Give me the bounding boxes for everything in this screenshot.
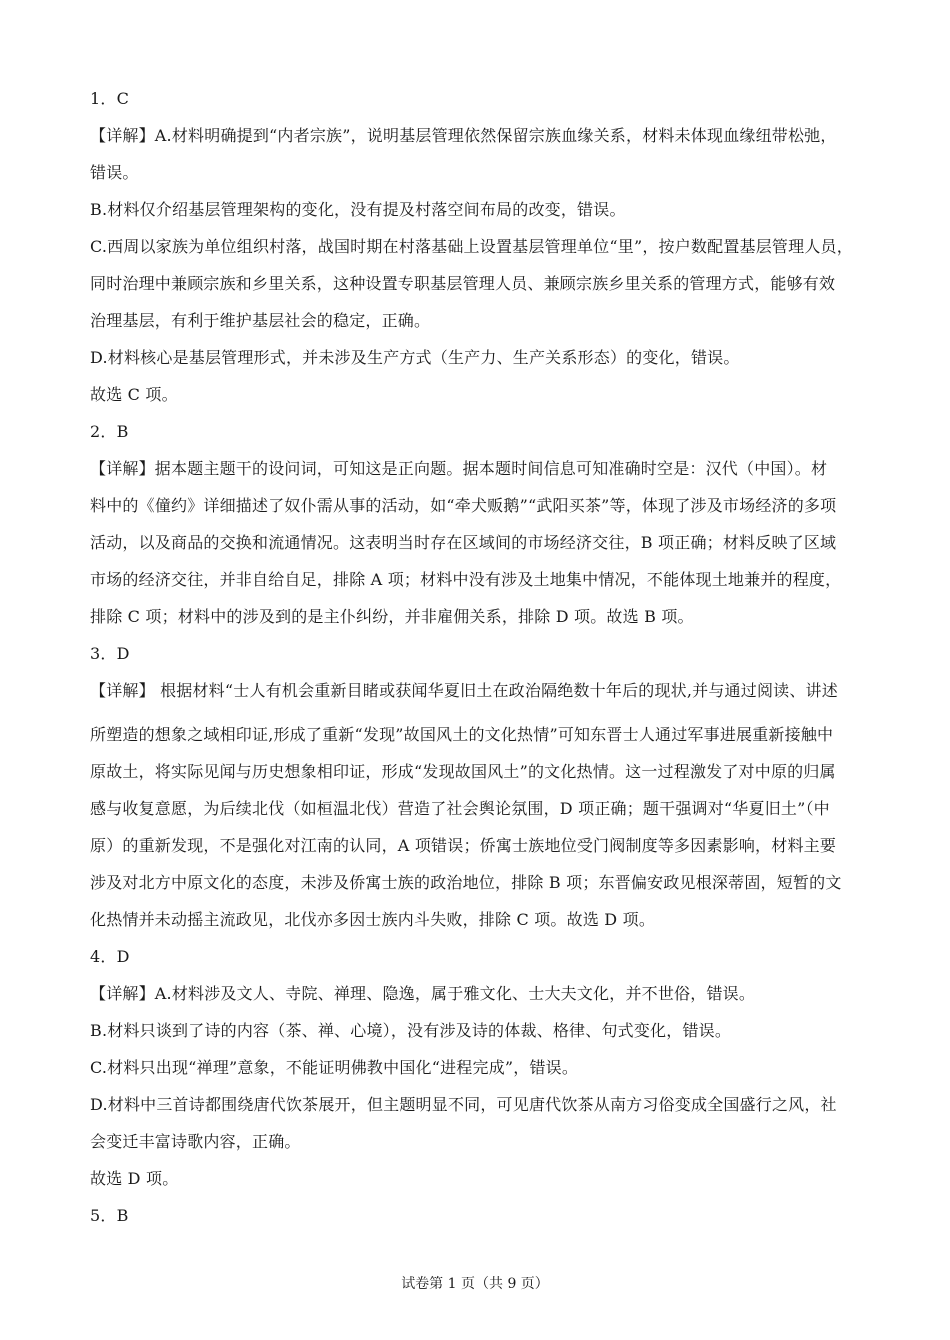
text-line: 错误。 [90,163,139,182]
text-line: 所塑造的想象之域相印证,形成了重新“发现”故国风土的文化热情”可知东晋士人通过军事进展重新接触中 [90,725,834,744]
text-line: 故选 D 项。 [90,1169,179,1188]
text-line: 【详解】据本题主题干的设问词，可知这是正向题。据本题时间信息可知准确时空是：汉代（中国）。材 [90,459,828,478]
page-footer: 试卷第 1 页（共 9 页） [401,1276,549,1292]
text-line: 治理基层，有利于维护基层社会的稳定，正确。 [90,311,431,330]
text-line: 料中的《僮约》详细描述了奴仆需从事的活动，如“牵犬贩鹅”“武阳买茶”等，体现了涉及市场经济的多项 [90,496,837,515]
text-line: B.材料仅介绍基层管理架构的变化，没有提及村落空间布局的改变，错误。 [90,200,626,219]
text-line: D.材料核心是基层管理形式，并未涉及生产方式（生产力、生产关系形态）的变化，错误。 [90,348,740,367]
text-line: B.材料只谈到了诗的内容（茶、禅、心境），没有涉及诗的体裁、格律、句式变化，错误。 [90,1021,732,1040]
question-number: 4．D [90,947,130,966]
text-line: 活动，以及商品的交换和流通情况。这表明当时存在区域间的市场经济交往，B 项正确；材料反映了区域 [90,533,837,552]
text-line: 【详解】A.材料明确提到“内者宗族”，说明基层管理依然保留宗族血缘关系，材料未体现血缘纽带松弛， [90,126,837,145]
question-number: 3．D [90,644,130,663]
text-line: 故选 C 项。 [90,385,178,404]
text-line: C.西周以家族为单位组织村落，战国时期在村落基础上设置基层管理单位“里”，按户数配置基层管理人员， [90,237,853,256]
text-line: 原故土，将实际见闻与历史想象相印证，形成“发现故国风土”的文化热情。这一过程激发了对中原的归属 [90,762,836,781]
text-line: 涉及对北方中原文化的态度，未涉及侨寓士族的政治地位，排除 B 项；东晋偏安政见根深蒂固，短暂的文 [90,873,842,892]
text-line: 感与收复意愿，为后续北伐（如桓温北伐）营造了社会舆论氛围，D 项正确；题干强调对“华夏旧土”（中 [90,799,830,818]
text-line: 同时治理中兼顾宗族和乡里关系，这种设置专职基层管理人员、兼顾宗族乡里关系的管理方式，能够有效 [90,274,836,293]
text-line: D.材料中三首诗都围绕唐代饮茶展开，但主题明显不同，可见唐代饮茶从南方习俗变成全国盛行之风，社 [90,1095,837,1114]
text-line: 化热情并未动摇主流政见，北伐亦多因士族内斗失败，排除 C 项。故选 D 项。 [90,910,656,929]
text-line: 市场的经济交往，并非自给自足，排除 A 项；材料中没有涉及土地集中情况，不能体现土地兼并的程度， [90,570,842,589]
text-line: C.材料只出现“禅理”意象，不能证明佛教中国化“进程完成”，错误。 [90,1058,579,1077]
question-number: 2．B [90,422,129,441]
text-line: 原）的重新发现，不是强化对江南的认同，A 项错误；侨寓士族地位受门阀制度等多因素影响，材料主要 [90,836,837,855]
text-line: 会变迁丰富诗歌内容，正确。 [90,1132,301,1151]
answer-document [90,80,865,1234]
text-line: 排除 C 项；材料中的涉及到的是主仆纠纷，并非雇佣关系，排除 D 项。故选 B 项。 [90,607,694,626]
text-line: 【详解】A.材料涉及文人、寺院、禅理、隐逸，属于雅文化、士大夫文化，并不世俗，错误。 [90,984,756,1003]
text-line: 【详解】 根据材料“士人有机会重新目睹或获闻华夏旧土在政治隔绝数十年后的现状,并与通过阅读、讲述 [90,681,838,700]
question-number: 1．C [90,89,130,108]
question-number: 5．B [90,1206,129,1225]
